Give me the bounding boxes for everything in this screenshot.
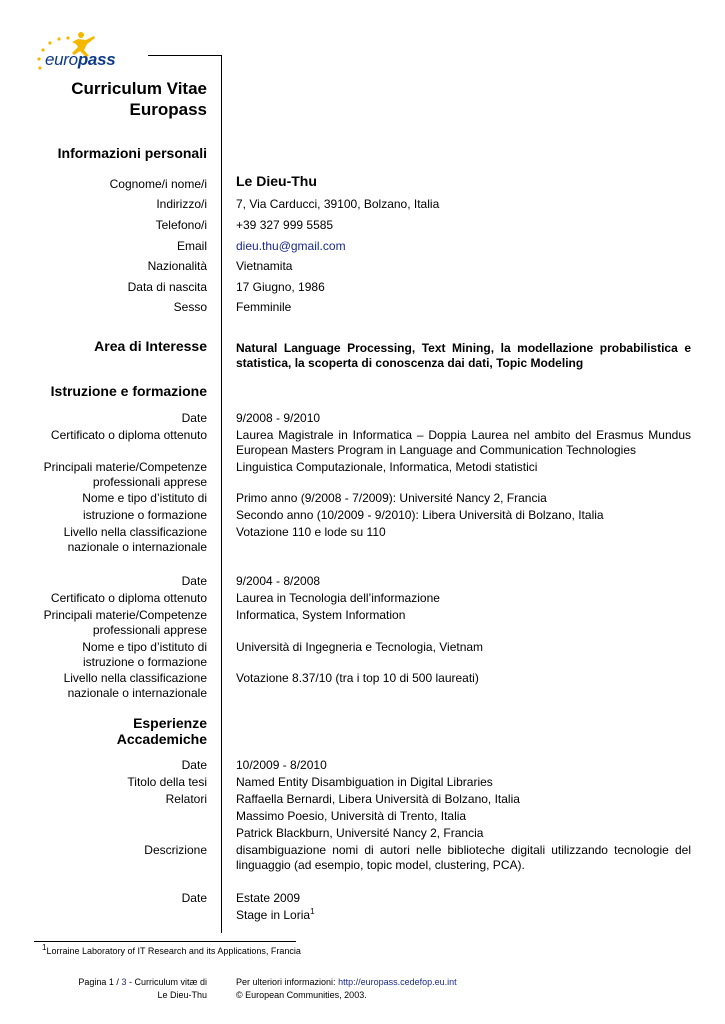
edu2-level-label: Livello nella classificazione nazionale o internazionale [63,671,207,700]
academic-date-value: 10/2009 - 8/2010 [236,758,327,772]
total-pages-link[interactable]: 3 [121,977,127,987]
section-education: Istruzione e formazione [50,383,207,399]
edu2-cert-value: Laurea in Tecnologia dell’informazione [236,591,440,605]
thesis-value: Named Entity Disambiguation in Digital Libraries [236,775,493,789]
page-footer-left: Pagina 1 / 3 - Curriculum vitæ di Le Dieu-Thu [78,977,207,1000]
name-label: Cognome/i nome/i [109,177,207,191]
edu1-date-label: Date [181,411,207,425]
edu1-cert-label: Certificato o diploma ottenuto [50,428,207,442]
interests-value: Natural Language Processing, Text Mining, la modellazione probabilistica e statistica, la scoperta di conoscenza dai dati, Topic Modeling [236,341,691,370]
edu1-institute-value-2: Secondo anno (10/2009 - 9/2010): Libera Università di Bolzano, Italia [236,508,604,522]
page-footer-right: Per ulteriori informazioni: http://europass.cedefop.eu.int © European Communities, 2003. [236,977,457,1000]
birthdate-value: 17 Giugno, 1986 [236,280,325,294]
advisor-1: Raffaella Bernardi, Libera Università di Bolzano, Italia [236,792,520,806]
edu2-cert-label: Certificato o diploma ottenuto [50,591,207,605]
edu1-cert-value: Laurea Magistrale in Informatica – Doppia Laurea nel ambito del Erasmus Mundus European Masters Program in Language and Communication Technologies [236,428,691,457]
footnote-ref[interactable]: 1 [310,907,315,916]
advisors-label: Relatori [165,792,207,806]
edu1-level-label: Livello nella classificazione nazionale o internazionale [63,525,207,554]
cv-title: Curriculum Vitae Europass [71,79,207,119]
advisor-3: Patrick Blackburn, Université Nancy 2, Francia [236,826,484,840]
header-rule [148,55,222,56]
address-value: 7, Via Carducci, 39100, Bolzano, Italia [236,197,440,211]
birthdate-label: Data di nascita [127,280,207,294]
name-value: Le Dieu-Thu [236,173,317,189]
description-value: disambiguazione nomi di autori nelle biblioteche digitali utilizzando tecnologie del linguaggio (ad esempio, topic model, clustering, PCA). [236,843,691,872]
edu1-date-value: 9/2008 - 9/2010 [236,411,321,425]
section-interests: Area di Interesse [94,338,207,354]
advisor-2: Massimo Poesio, Università di Trento, Italia [236,809,467,823]
footnote: $^1$Lorraine Laboratory of IT Research and its Applications, Francia [42,943,301,956]
section-academic: Esperienze Accademiche [116,715,207,747]
address-label: Indirizzo/i [156,197,207,211]
edu1-level-value: Votazione 110 e lode su 110 [236,525,386,539]
section-personal-info: Informazioni personali [57,145,207,161]
edu1-subjects-value: Linguistica Computazionale, Informatica, Metodi statistici [236,460,538,474]
stage-value: Stage in Loria$^1$ [236,907,315,922]
thesis-label: Titolo della tesi [127,775,207,789]
edu1-institute-value-1: Primo anno (9/2008 - 7/2009): Université Nancy 2, Francia [236,491,547,505]
sex-label: Sesso [173,300,207,314]
edu2-subjects-value: Informatica, System Information [236,608,406,622]
stage-date-value: Estate 2009 [236,891,301,905]
europass-logo-text: europass [45,50,116,69]
stage-date-label: Date [181,891,207,905]
edu2-date-value: 9/2004 - 8/2008 [236,574,321,588]
edu1-subjects-label: Principali materie/Competenze professionali apprese [43,460,207,489]
phone-label: Telefono/i [155,218,207,232]
europass-url-link[interactable]: http://europass.cedefop.eu.int [338,977,457,987]
sex-value: Femminile [236,300,292,314]
edu2-date-label: Date [181,574,207,588]
column-divider [221,55,222,933]
footnote-rule [34,941,296,942]
edu2-institute-label: Nome e tipo d’istituto di istruzione o formazione [82,640,207,669]
email-label: Email [176,239,207,253]
description-label: Descrizione [144,843,207,857]
nationality-label: Nazionalità [147,259,207,273]
email-link[interactable]: dieu.thu@gmail.com [236,239,346,253]
nationality-value: Vietnamita [236,259,293,273]
edu2-subjects-label: Principali materie/Competenze professionali apprese [43,608,207,637]
edu2-institute-value: Università di Ingegneria e Tecnologia, Vietnam [236,640,484,654]
academic-date-label: Date [181,758,207,772]
edu1-institute-label: Nome e tipo d’istituto di istruzione o formazione [82,491,207,522]
edu2-level-value: Votazione 8.37/10 (tra i top 10 di 500 laureati) [236,671,479,685]
phone-value: +39 327 999 5585 [236,218,334,232]
